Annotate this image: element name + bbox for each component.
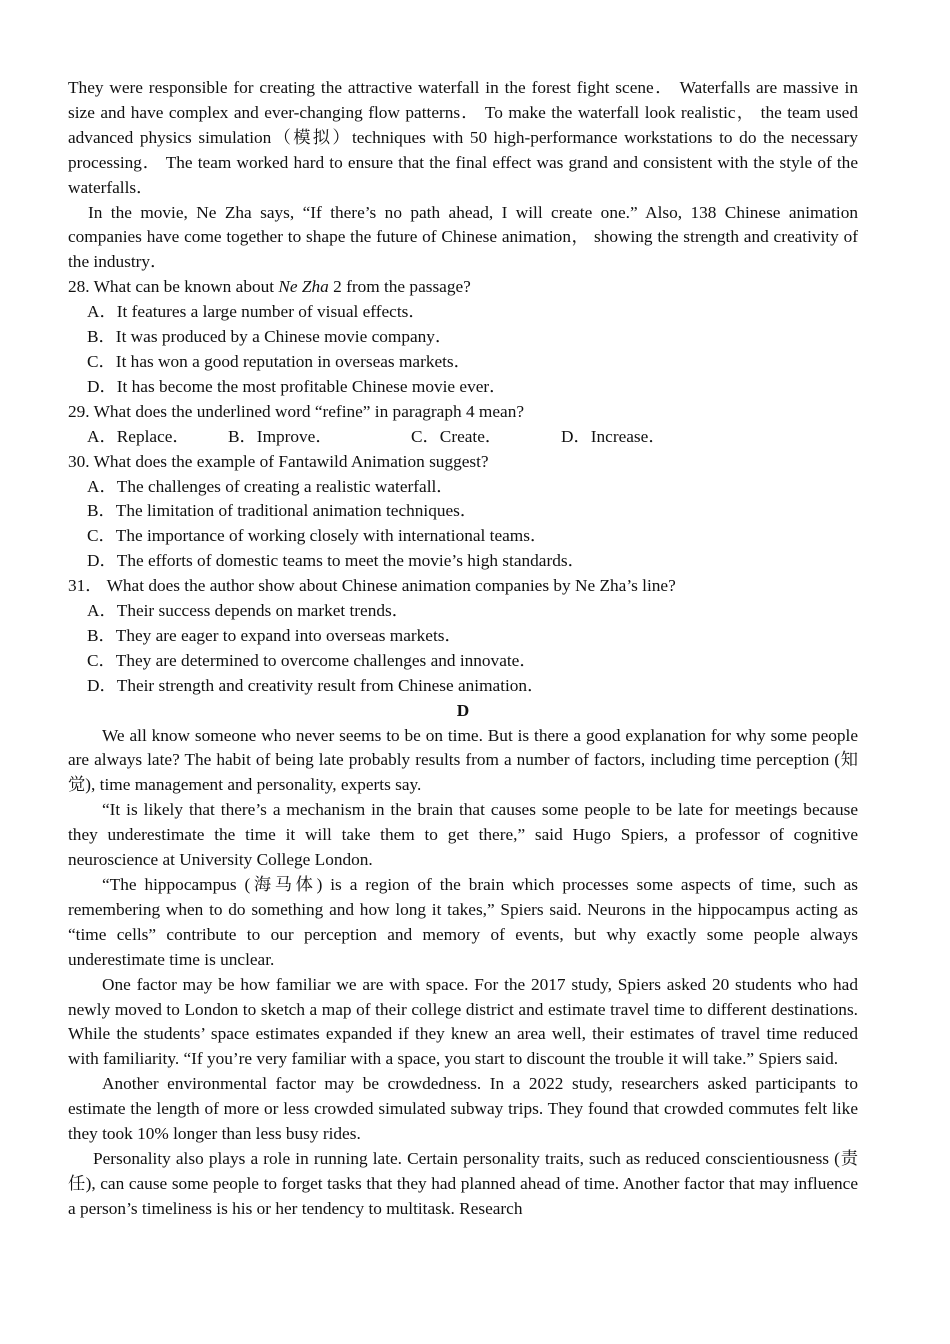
passage-c-paragraph-1: They were responsible for creating the attractive waterfall in the forest fight scene． Waterfalls are massive in size and have complex and ever-changing flow patterns． To make the waterfall look realistic， the team used advanced physics simulation（模拟）techniques with 50 high-performance workstations to do the necessary processing． The team worked hard to ensure that the final effect was grand and consistent with the style of the waterfalls．	[68, 78, 858, 197]
question-31-option-b: B．They are eager to expand into overseas markets．	[87, 625, 462, 645]
document-page	[68, 76, 858, 1222]
question-31	[68, 574, 858, 699]
question-31-option-a: A．Their success depends on market trends．	[87, 601, 410, 621]
question-28-option-b: B．It was produced by a Chinese movie company．	[87, 327, 453, 347]
question-28	[68, 275, 858, 400]
question-29-stem: 29. What does the underlined word “refine” in paragraph 4 mean?	[68, 401, 525, 421]
question-28-option-c: C．It has won a good reputation in overseas markets．	[87, 351, 471, 371]
question-29	[68, 400, 858, 450]
question-30-option-d: D．The efforts of domestic teams to meet the movie’s high standards．	[87, 551, 585, 571]
question-28-option-a: A．It features a large number of visual effects．	[87, 302, 426, 322]
question-30-option-a: A．The challenges of creating a realistic waterfall．	[87, 476, 454, 496]
question-30	[68, 450, 858, 575]
passage-c-paragraph-2: In the movie, Ne Zha says, “If there’s no path ahead, I will create one.” Also, 138 Chinese animation companies have come together to shape the future of Chinese animation， showing the strength and creativity of the industry．	[68, 202, 858, 272]
question-31-option-d: D．Their strength and creativity result from Chinese animation．	[87, 675, 545, 695]
passage-d-paragraph-3: “The hippocampus (海马体) is a region of the brain which processes some aspects of time, such as remembering when to do something and how long it takes,” Spiers said. Neurons in the hippocampus acting as “time cells” contribute to our perception and memory of events, but why exactly some people always underestimate time is unclear.	[68, 875, 858, 969]
question-28-stem	[68, 275, 858, 300]
passage-d-paragraph-2: “It is likely that there’s a mechanism in the brain that causes some people to be late for meetings because they underestimate the time it will take them to get there,” said Hugo Spiers, a professor of cognitive neuroscience at University College London.	[68, 800, 858, 870]
question-31-stem: 31． What does the author show about Chinese animation companies by Ne Zha’s line?	[68, 576, 676, 596]
question-29-option-a: A．Replace．	[87, 426, 190, 446]
question-29-options	[68, 425, 858, 450]
passage-d-paragraph-4: One factor may be how familiar we are with space. For the 2017 study, Spiers asked 20 students who had newly moved to London to sketch a map of their college district and estimate travel time to different destinations. While the students’ space estimates expanded if they knew an area well, their estimates of travel time reduced with familiarity. “If you’re very familiar with a space, you start to discount the trouble it will take.” Spiers said.	[68, 974, 858, 1069]
question-29-option-c: C．Create．	[411, 426, 503, 446]
question-30-stem: 30. What does the example of Fantawild Animation suggest?	[68, 451, 489, 471]
question-28-stem-prefix: 28. What can be known about	[68, 277, 279, 297]
question-29-option-b: B．Improve．	[228, 426, 333, 446]
question-30-option-c: C．The importance of working closely with international teams．	[87, 526, 548, 546]
question-30-option-b: B．The limitation of traditional animation techniques．	[87, 501, 478, 521]
movie-title-italic: Ne Zha	[278, 277, 329, 297]
question-28-stem-suffix: 2 from the passage?	[328, 277, 471, 297]
passage-d-paragraph-1: We all know someone who never seems to be on time. But is there a good explanation for why some people are always late? The habit of being late probably results from a number of factors, including time perception (知觉), time management and personality, experts say.	[68, 725, 858, 795]
passage-d-heading: D	[456, 700, 470, 720]
question-31-option-c: C．They are determined to overcome challenges and innovate．	[87, 650, 537, 670]
question-28-option-d: D．It has become the most profitable Chinese movie ever．	[87, 376, 507, 396]
passage-d-paragraph-6: Personality also plays a role in running late. Certain personality traits, such as reduced conscientiousness (责任), can cause some people to forget tasks that they had planned ahead of time. Another factor that may influence a person’s timeliness is his or her tendency to multitask. Research	[68, 1148, 858, 1218]
question-29-option-d: D．Increase．	[561, 426, 666, 446]
passage-d-paragraph-5: Another environmental factor may be crowdedness. In a 2022 study, researchers asked participants to estimate the length of more or less crowded simulated subway trips. They found that crowded commutes felt like they took 10% longer than less busy rides.	[68, 1074, 858, 1144]
